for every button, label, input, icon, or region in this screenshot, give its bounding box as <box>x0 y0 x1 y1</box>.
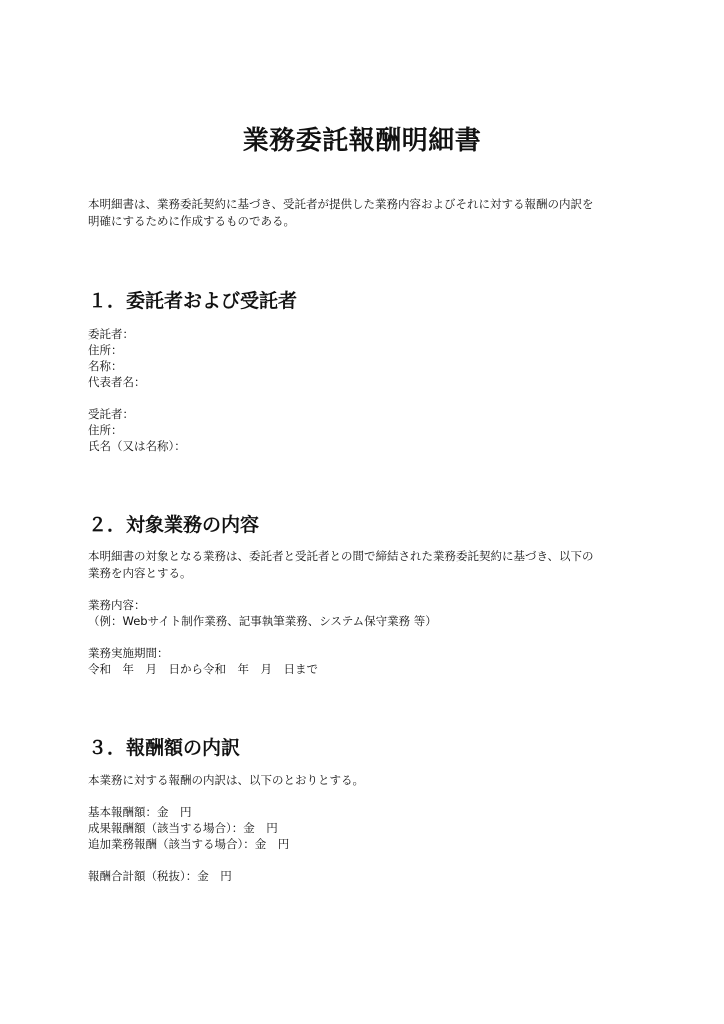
additional-fee-line: 追加業務報酬（該当する場合）：金 円 <box>88 837 290 851</box>
section-2-heading: ２．対象業務の内容 <box>88 514 260 536</box>
intro-line-2: 明確にするために作成するものである。 <box>88 214 295 228</box>
intro-line-1: 本明細書は、業務委託契約に基づき、受託者が提供した業務内容およびそれに対する報酬の内訳を <box>88 197 594 211</box>
base-fee-line: 基本報酬額：金 円 <box>88 805 192 819</box>
intro-paragraph <box>88 196 648 230</box>
work-content-example: （例：Webサイト制作業務、記事執筆業務、システム保守業務 等） <box>88 614 437 628</box>
section-2-intro <box>88 548 648 582</box>
contractor-address: 住所： <box>88 423 123 437</box>
contractor-name: 氏名（又は名称）： <box>88 439 186 453</box>
section-2-intro-line-2: 業務を内容とする。 <box>88 566 192 580</box>
section-2-intro-line-1: 本明細書の対象となる業務は、委託者と受託者との間で締結された業務委託契約に基づき、以下の <box>88 549 594 563</box>
section-3-heading: ３．報酬額の内訳 <box>88 737 241 759</box>
total-fee-line: 報酬合計額（税抜）：金 円 <box>88 869 232 883</box>
client-address: 住所： <box>88 343 123 357</box>
client-label: 委託者： <box>88 327 134 341</box>
section-3-intro: 本業務に対する報酬の内訳は、以下のとおりとする。 <box>88 773 364 787</box>
performance-fee-line: 成果報酬額（該当する場合）：金 円 <box>88 821 278 835</box>
work-period-value: 令和 年 月 日から令和 年 月 日まで <box>88 662 318 676</box>
contractor-label: 受託者： <box>88 407 134 421</box>
client-name: 名称： <box>88 359 123 373</box>
document-title: 業務委託報酬明細書 <box>242 126 482 156</box>
section-1-heading: １．委託者および受託者 <box>88 290 298 312</box>
work-content-label: 業務内容： <box>88 598 146 612</box>
work-period-label: 業務実施期間： <box>88 646 169 660</box>
client-representative: 代表者名： <box>88 375 146 389</box>
